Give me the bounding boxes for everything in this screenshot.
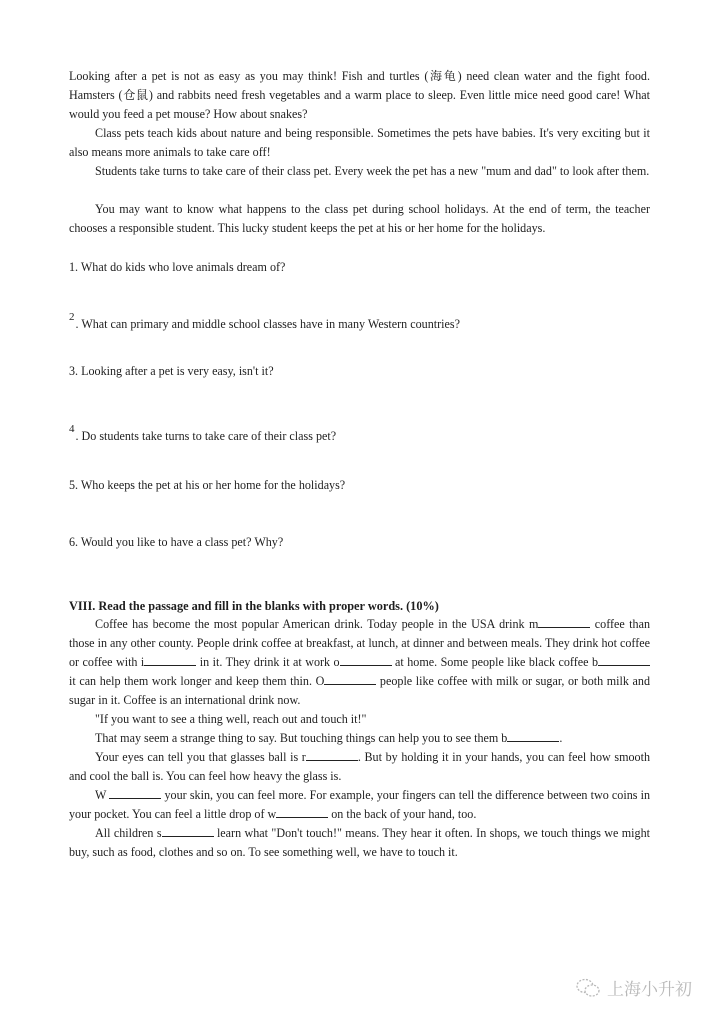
blank-field[interactable] [598, 655, 650, 666]
blank-field[interactable] [340, 655, 392, 666]
question-number: 2 [69, 311, 75, 323]
question-text: . Looking after a pet is very easy, isn't it? [75, 364, 274, 378]
cloze-paragraph-6: All children s learn what "Don't touch!" means. They hear it often. In shops, we touch things we might buy, such as food, clothes and so on. To see something well, we have to touch it. [69, 826, 650, 859]
blank-field[interactable] [324, 674, 376, 685]
question-number: 6 [69, 535, 76, 549]
question-2 [69, 311, 460, 333]
passage-paragraph-4: You may want to know what happens to the class pet during school holidays. At the end of term, the teacher chooses a responsible student. This lucky student keeps the pet at his or her home for the holidays. [69, 202, 650, 235]
watermark [575, 975, 692, 1000]
cloze-paragraph-5: W your skin, you can feel more. For example, your fingers can tell the difference between two coins in your pocket. You can feel a little drop of w on the back of your hand, too. [69, 788, 650, 821]
question-number: 4 [69, 423, 75, 435]
question-number: 1 [69, 260, 76, 274]
wechat-icon [575, 978, 601, 998]
section-heading: VIII. Read the passage and fill in the blanks with proper words. (10%) [69, 599, 439, 613]
question-5 [69, 477, 345, 493]
question-3 [69, 363, 274, 379]
question-text: . What do kids who love animals dream of? [75, 260, 286, 274]
question-4 [69, 423, 337, 445]
passage-paragraph-3: Students take turns to take care of their class pet. Every week the pet has a new "mum and dad" to look after them. [95, 164, 650, 178]
cloze-paragraph-4: Your eyes can tell you that glasses ball is r . But by holding it in your hands, you can feel how smooth and cool the ball is. You can feel how heavy the glass is. [69, 750, 650, 783]
blank-field[interactable] [162, 826, 214, 837]
blank-field[interactable] [538, 617, 590, 628]
question-text: . Who keeps the pet at his or her home for the holidays? [75, 478, 346, 492]
blank-field[interactable] [109, 788, 161, 799]
blank-field[interactable] [144, 655, 196, 666]
question-number: 3 [69, 364, 76, 378]
passage-paragraph-1: Looking after a pet is not as easy as you may think! Fish and turtles (海龟) need clean water and the fight food. Hamsters (仓鼠) and rabbits need fresh vegetables and a warm place to sleep. Even little mice need good care! What would you feed a pet mouse? How about snakes? [69, 69, 650, 121]
passage-paragraph-2: Class pets teach kids about nature and being responsible. Sometimes the pets have babies. It's very exciting but it also means more animals to take care off! [69, 126, 650, 159]
cloze-paragraph-1: Coffee has become the most popular American drink. Today people in the USA drink m coffee than those in any other county. People drink coffee at breakfast, at lunch, at dinner and between meals. They drink hot coffee or coffee with i in it. They drink it at work o at home. Some people like black coffee b it can help them work longer and keep them thin. O people like coffee with milk or sugar, or both milk and sugar in it. Coffee is an international drink now. [69, 617, 650, 707]
question-text: . What can primary and middle school classes have in many Western countries? [75, 317, 460, 331]
blank-field[interactable] [507, 731, 559, 742]
cloze-paragraph-3: That may seem a strange thing to say. But touching things can help you to see them b . [95, 731, 563, 745]
watermark-text: 上海小升初 [607, 980, 692, 1000]
question-text: . Would you like to have a class pet? Why? [75, 535, 284, 549]
cloze-paragraph-2: "If you want to see a thing well, reach out and touch it!" [95, 712, 367, 726]
question-number: 5 [69, 478, 76, 492]
blank-field[interactable] [276, 807, 328, 818]
blank-field[interactable] [306, 750, 358, 761]
question-text: . Do students take turns to take care of their class pet? [75, 429, 337, 443]
question-1 [69, 259, 285, 275]
question-6 [69, 534, 283, 550]
